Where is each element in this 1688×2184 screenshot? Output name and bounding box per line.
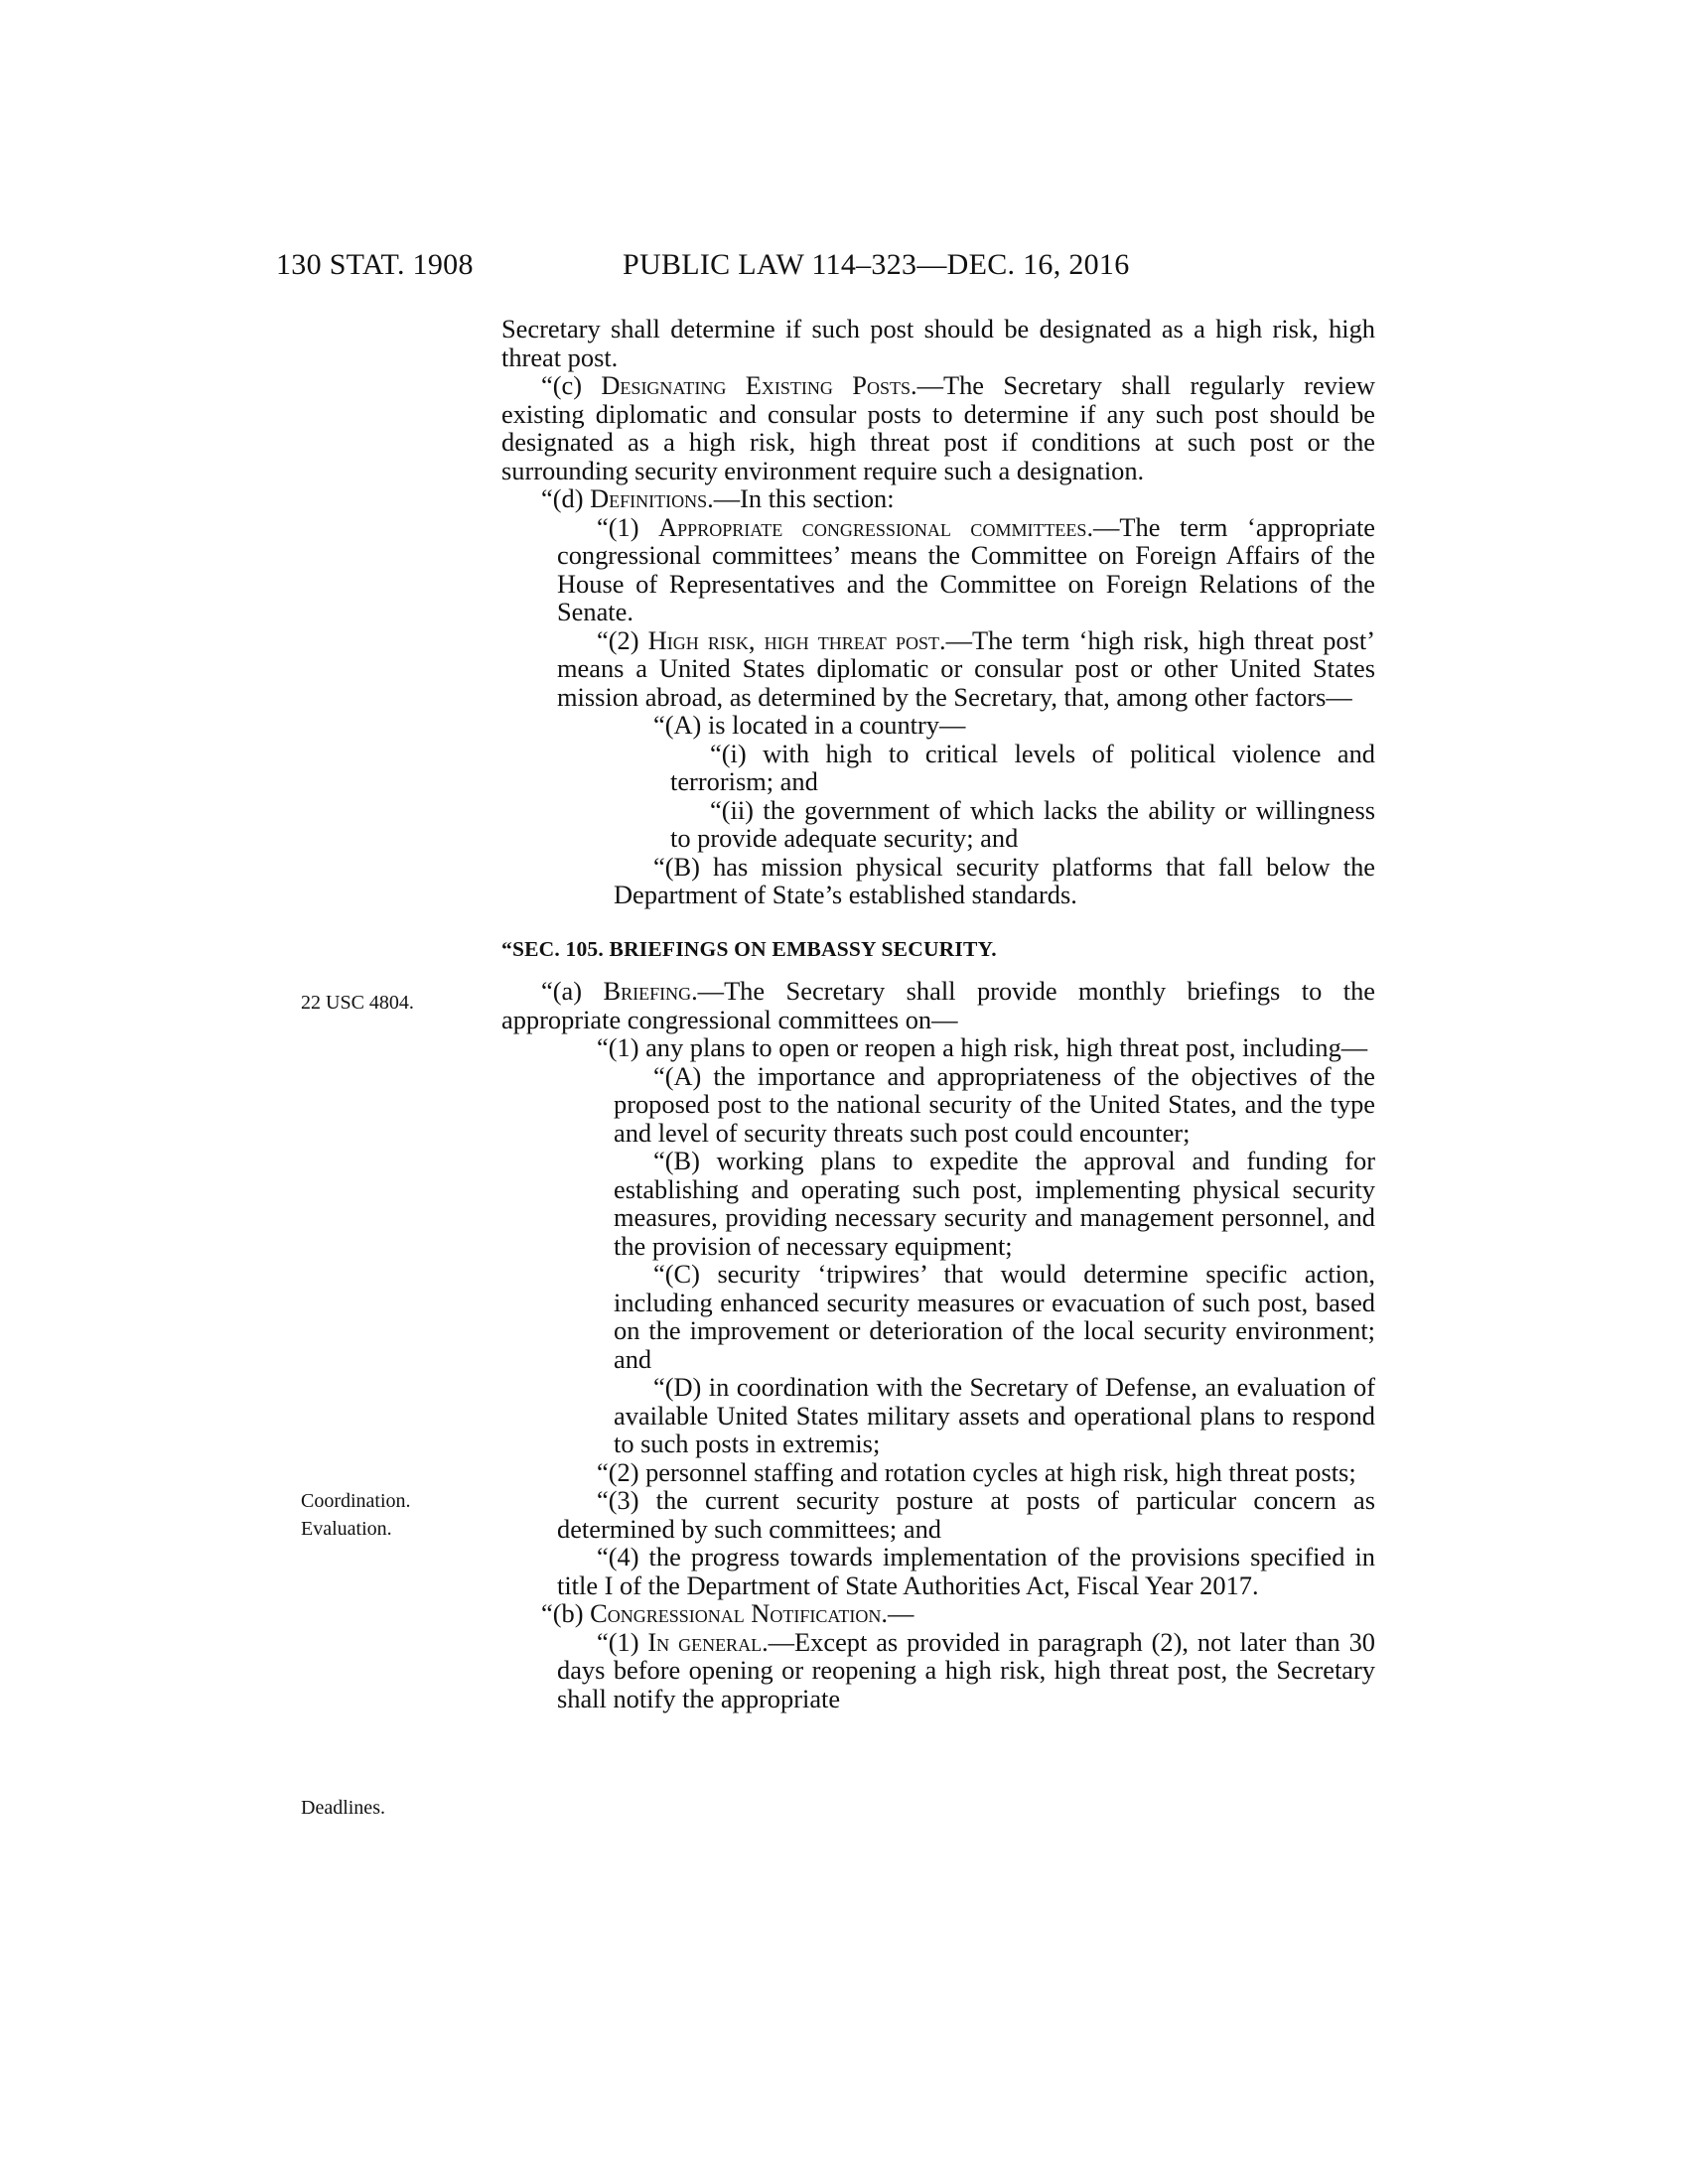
paragraph-a-2: “(2) personnel staffing and rotation cycles at high risk, high threat posts;	[597, 1456, 1356, 1487]
definition-2-B: “(B) has mission physical security platforms that fall below the Department of State’s established standards.	[614, 851, 1375, 909]
paragraph-b-1	[501, 1628, 1375, 1713]
document-body	[501, 315, 1375, 1712]
definition-1	[501, 513, 1375, 626]
subsection-c-heading: Designating Existing Posts	[601, 370, 911, 400]
subparagraph-a-1-D: “(D) in coordination with the Secretary of Defense, an evaluation of available United States military assets and operational plans to respond to such posts in extremis;	[614, 1372, 1375, 1458]
subsection-b-heading: Congressional Notification	[590, 1598, 882, 1628]
definition-2-A: “(A) is located in a country—	[653, 710, 966, 740]
definition-1-heading: Appropriate congressional committees	[658, 511, 1087, 542]
section-heading: “SEC. 105. BRIEFINGS ON EMBASSY SECURITY.	[501, 936, 997, 961]
paragraph-a-4: “(4) the progress towards implementation of the provisions specified in title I of the Department of State Authorities Act, Fiscal Year 2017.	[557, 1542, 1375, 1600]
subsection-b	[501, 1599, 1375, 1628]
subsection-b-marker: “(b)	[541, 1598, 591, 1628]
definition-2-text: .—The term ‘high risk, high threat post’ means a United States diplomatic or consular post or other United States mission abroad, as determined by the Secretary, that, among other factors—	[557, 624, 1375, 712]
margin-note-usc: 22 USC 4804.	[301, 992, 414, 1014]
law-title: PUBLIC LAW 114–323—DEC. 16, 2016	[623, 248, 1130, 281]
definition-2-marker: “(2)	[597, 624, 648, 655]
paragraph-b-1-marker: “(1)	[597, 1626, 648, 1657]
subsection-a-heading: Briefing	[603, 976, 692, 1006]
margin-note-coordination: Coordination.	[301, 1490, 411, 1512]
subsection-c	[501, 371, 1375, 484]
subsection-d-heading: Definitions	[590, 483, 708, 513]
definition-1-text: .—The term ‘appropriate congressional committees’ means the Committee on Foreign Affairs of the House of Representatives and the Committee on Foreign Relations of the Senate.	[557, 511, 1375, 626]
margin-note-deadlines: Deadlines.	[301, 1797, 385, 1819]
subparagraph-a-1-A: “(A) the importance and appropriateness of the objectives of the proposed post to the national security of the United States, and the type and level of security threats such post could encounter;	[614, 1060, 1375, 1148]
margin-note-evaluation: Evaluation.	[301, 1518, 392, 1540]
subparagraph-a-1-B: “(B) working plans to expedite the approval and funding for establishing and operating such post, implementing physical security measures, providing necessary security and management personnel, and the provision of necessary equipment;	[614, 1146, 1375, 1261]
definition-2-A-i: “(i) with high to critical levels of political violence and terrorism; and	[670, 738, 1375, 796]
paragraph-continued: Secretary shall determine if such post should be designated as a high risk, high threat post.	[501, 314, 1375, 372]
subsection-a-marker: “(a)	[541, 976, 604, 1006]
subsection-d	[501, 484, 1375, 513]
paragraph-b-1-heading: In general	[647, 1626, 763, 1657]
paragraph-a-3: “(3) the current security posture at posts of particular concern as determined by such committees; and	[557, 1485, 1375, 1544]
paragraph-a-1: “(1) any plans to open or reopen a high risk, high threat post, including—	[597, 1032, 1368, 1062]
definition-2-A-ii: “(ii) the government of which lacks the ability or willingness to provide adequate security; and	[670, 794, 1375, 853]
definition-1-marker: “(1)	[597, 511, 659, 542]
subsection-d-text: .—In this section:	[707, 483, 895, 513]
definition-2-heading: High risk, high threat post	[647, 624, 939, 655]
subsection-c-marker: “(c)	[541, 370, 602, 400]
paragraph-b-1-text: .—Except as provided in paragraph (2), not later than 30 days before opening or reopening a high risk, high threat post, the Secretary shall notify the appropriate	[557, 1626, 1375, 1713]
subsection-a	[501, 977, 1375, 1033]
subparagraph-a-1-C: “(C) security ‘tripwires’ that would determine specific action, including enhanced security measures or evacuation of such post, based on the improvement or deterioration of the local security environment; and	[614, 1259, 1375, 1374]
subsection-d-marker: “(d)	[541, 483, 591, 513]
subsection-c-text: .—The Secretary shall regularly review existing diplomatic and consular posts to determine if any such post should be designated as a high risk, high threat post if conditions at such post or the surrounding security environment require such a designation.	[501, 370, 1375, 485]
subsection-a-text: .—The Secretary shall provide monthly briefings to the appropriate congressional committees on—	[501, 976, 1375, 1034]
definition-2	[501, 626, 1375, 712]
subsection-b-text: .—	[881, 1598, 914, 1628]
page-reference: 130 STAT. 1908	[276, 248, 474, 281]
